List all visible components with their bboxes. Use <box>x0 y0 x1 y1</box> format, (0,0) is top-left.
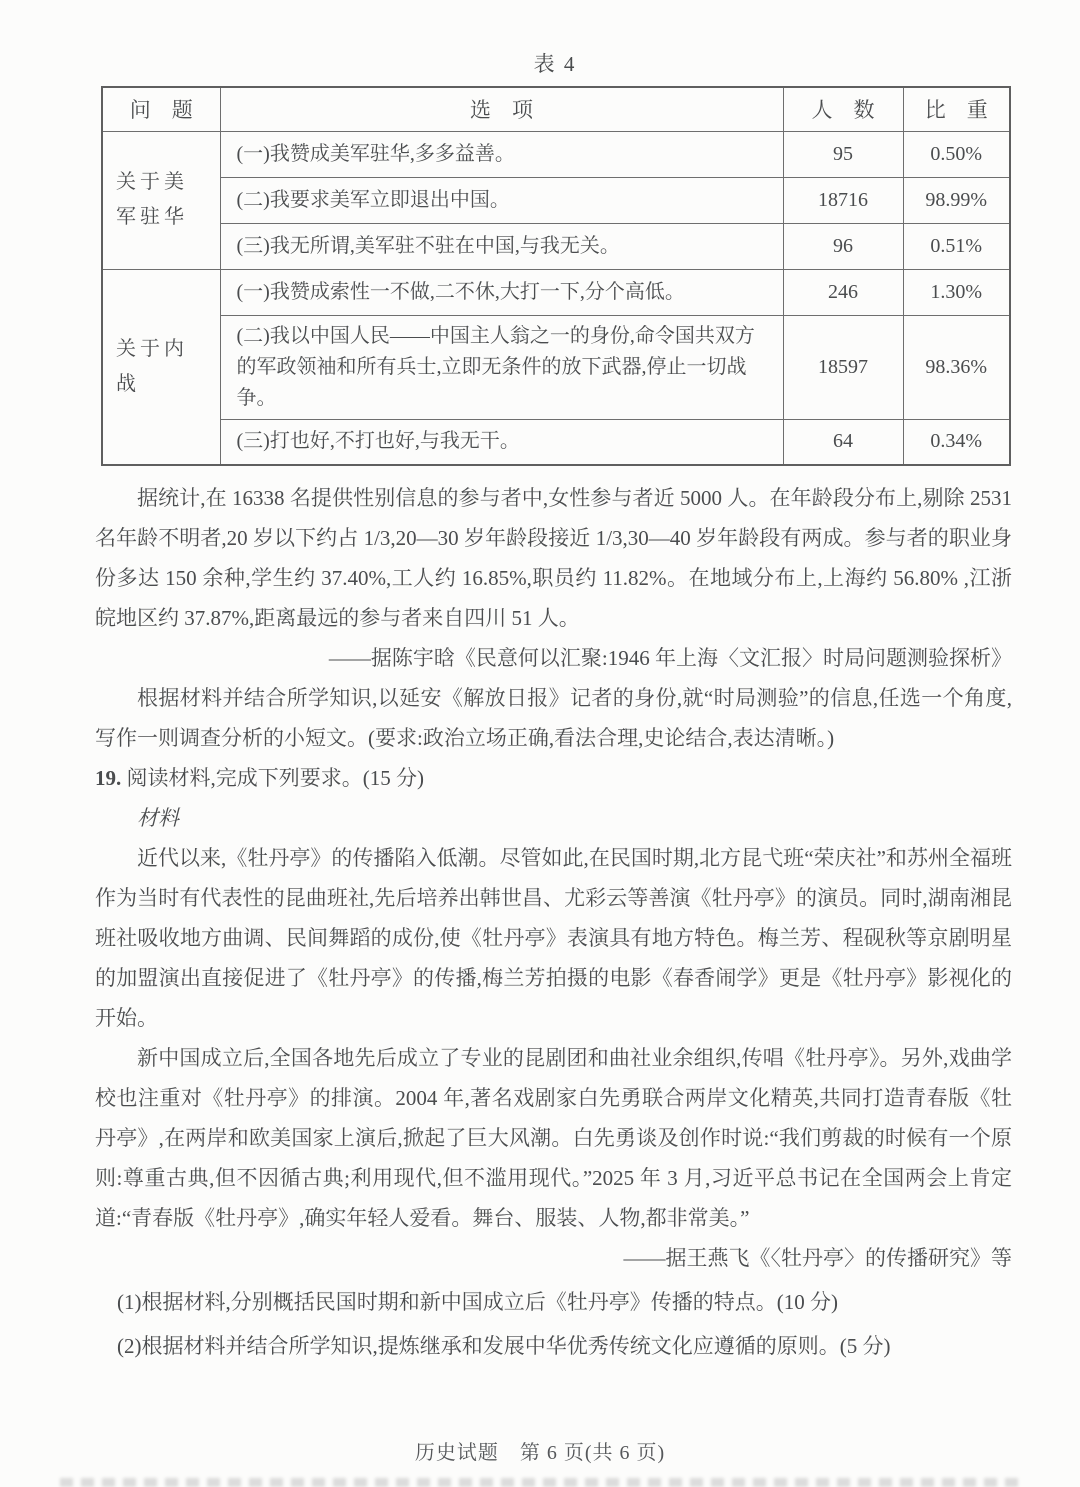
table-row <box>102 223 1010 269</box>
question-19-line <box>95 758 1012 798</box>
task-paragraph: 根据材料并结合所学知识,以延安《解放日报》记者的身份,就“时局测验”的信息,任选一个角度,写作一则调查分析的小短文。(要求:政治立场正确,看法合理,史论结合,表达清晰。) <box>95 686 1012 750</box>
header-count: 人 数 <box>783 87 903 131</box>
question-19-number: 19. <box>95 766 122 790</box>
sub-question-1: (1)根据材料,分别概括民国时期和新中国成立后《牡丹亭》传播的特点。(10 分) <box>117 1290 838 1314</box>
material-paragraph-1: 近代以来,《牡丹亭》的传播陷入低潮。尽管如此,在民国时期,北方昆弋班“荣庆社”和苏州全福班作为当时有代表性的昆曲班社,先后培养出韩世昌、尤彩云等善演《牡丹亭》的演员。同时,湖南湘昆班社吸收地方曲调、民间舞蹈的成份,使《牡丹亭》表演具有地方特色。梅兰芳、程砚秋等京剧明星的加盟演出直接促进了《牡丹亭》的传播,梅兰芳拍摄的电影《春香闹学》更是《牡丹亭》影视化的开始。 <box>95 846 1012 1030</box>
header-option: 选 项 <box>220 87 783 131</box>
count-cell: 64 <box>783 419 903 465</box>
page-footer: 历史试题 第 6 页(共 6 页) <box>414 1442 666 1464</box>
table-row <box>102 131 1010 177</box>
question-group-label-us-troops: 关于美军驻华 <box>102 131 220 269</box>
bleed-through-artifact <box>60 1478 1020 1487</box>
proportion-cell: 0.51% <box>903 223 1010 269</box>
question-19-stem: 阅读材料,完成下列要求。(15 分) <box>121 766 424 790</box>
material-label: 材料 <box>137 806 179 830</box>
citation-source-1: ——据陈宇晗《民意何以汇聚:1946 年上海〈文汇报〉时局问题测验探析》 <box>328 646 1012 670</box>
stats-paragraph: 据统计,在 16338 名提供性别信息的参与者中,女性参与者近 5000 人。在年龄段分布上,剔除 2531 名年龄不明者,20 岁以下约占 1/3,20—30 岁年龄段接近 1/3,30—40 岁年龄段有两成。参与者的职业身份多达 150 余种,学生约 37.40%,工人约 16.85%,职员约 11.82%。在地域分布上,上海约 56.80% ,江浙皖地区约 37.87%,距离最远的参与者来自四川 51 人。 <box>95 486 1012 630</box>
count-cell: 95 <box>783 131 903 177</box>
proportion-cell: 0.34% <box>903 419 1010 465</box>
proportion-cell: 98.99% <box>903 177 1010 223</box>
count-cell: 18597 <box>783 315 903 419</box>
proportion-cell: 0.50% <box>903 131 1010 177</box>
citation-source-2: ——据王燕飞《〈牡丹亭〉的传播研究》等 <box>623 1246 1012 1270</box>
proportion-cell: 98.36% <box>903 315 1010 419</box>
option-cell: (一)我赞成索性一不做,二不休,大打一下,分个高低。 <box>220 269 783 315</box>
survey-table <box>101 86 1011 466</box>
table-row <box>102 269 1010 315</box>
count-cell: 18716 <box>783 177 903 223</box>
count-cell: 96 <box>783 223 903 269</box>
proportion-cell: 1.30% <box>903 269 1010 315</box>
table-row <box>102 315 1010 419</box>
header-question: 问 题 <box>102 87 220 131</box>
count-cell: 246 <box>783 269 903 315</box>
option-cell: (二)我要求美军立即退出中国。 <box>220 177 783 223</box>
table-row <box>102 177 1010 223</box>
material-paragraph-2: 新中国成立后,全国各地先后成立了专业的昆剧团和曲社业余组织,传唱《牡丹亭》。另外,戏曲学校也注重对《牡丹亭》的排演。2004 年,著名戏剧家白先勇联合两岸文化精英,共同打造青春版《牡丹亭》,在两岸和欧美国家上演后,掀起了巨大风潮。白先勇谈及创作时说:“我们剪裁的时候有一个原则:尊重古典,但不因循古典;利用现代,但不滥用现代。”2025 年 3 月,习近平总书记在全国两会上肯定道:“青春版《牡丹亭》,确实年轻人爱看。舞台、服装、人物,都非常美。” <box>95 1046 1012 1230</box>
option-cell: (三)我无所谓,美军驻不驻在中国,与我无关。 <box>220 223 783 269</box>
option-cell: (三)打也好,不打也好,与我无干。 <box>220 419 783 465</box>
question-group-label-civil-war: 关于内战 <box>102 269 220 465</box>
sub-question-2: (2)根据材料并结合所学知识,提炼继承和发展中华优秀传统文化应遵循的原则。(5 分) <box>117 1334 891 1358</box>
table-row <box>102 419 1010 465</box>
table-header-row <box>102 87 1010 131</box>
header-proportion: 比 重 <box>903 87 1010 131</box>
option-cell: (二)我以中国人民——中国主人翁之一的身份,命令国共双方的军政领袖和所有兵士,立即无条件的放下武器,停止一切战争。 <box>220 315 783 419</box>
table-title: 表 4 <box>533 52 577 76</box>
option-cell: (一)我赞成美军驻华,多多益善。 <box>220 131 783 177</box>
